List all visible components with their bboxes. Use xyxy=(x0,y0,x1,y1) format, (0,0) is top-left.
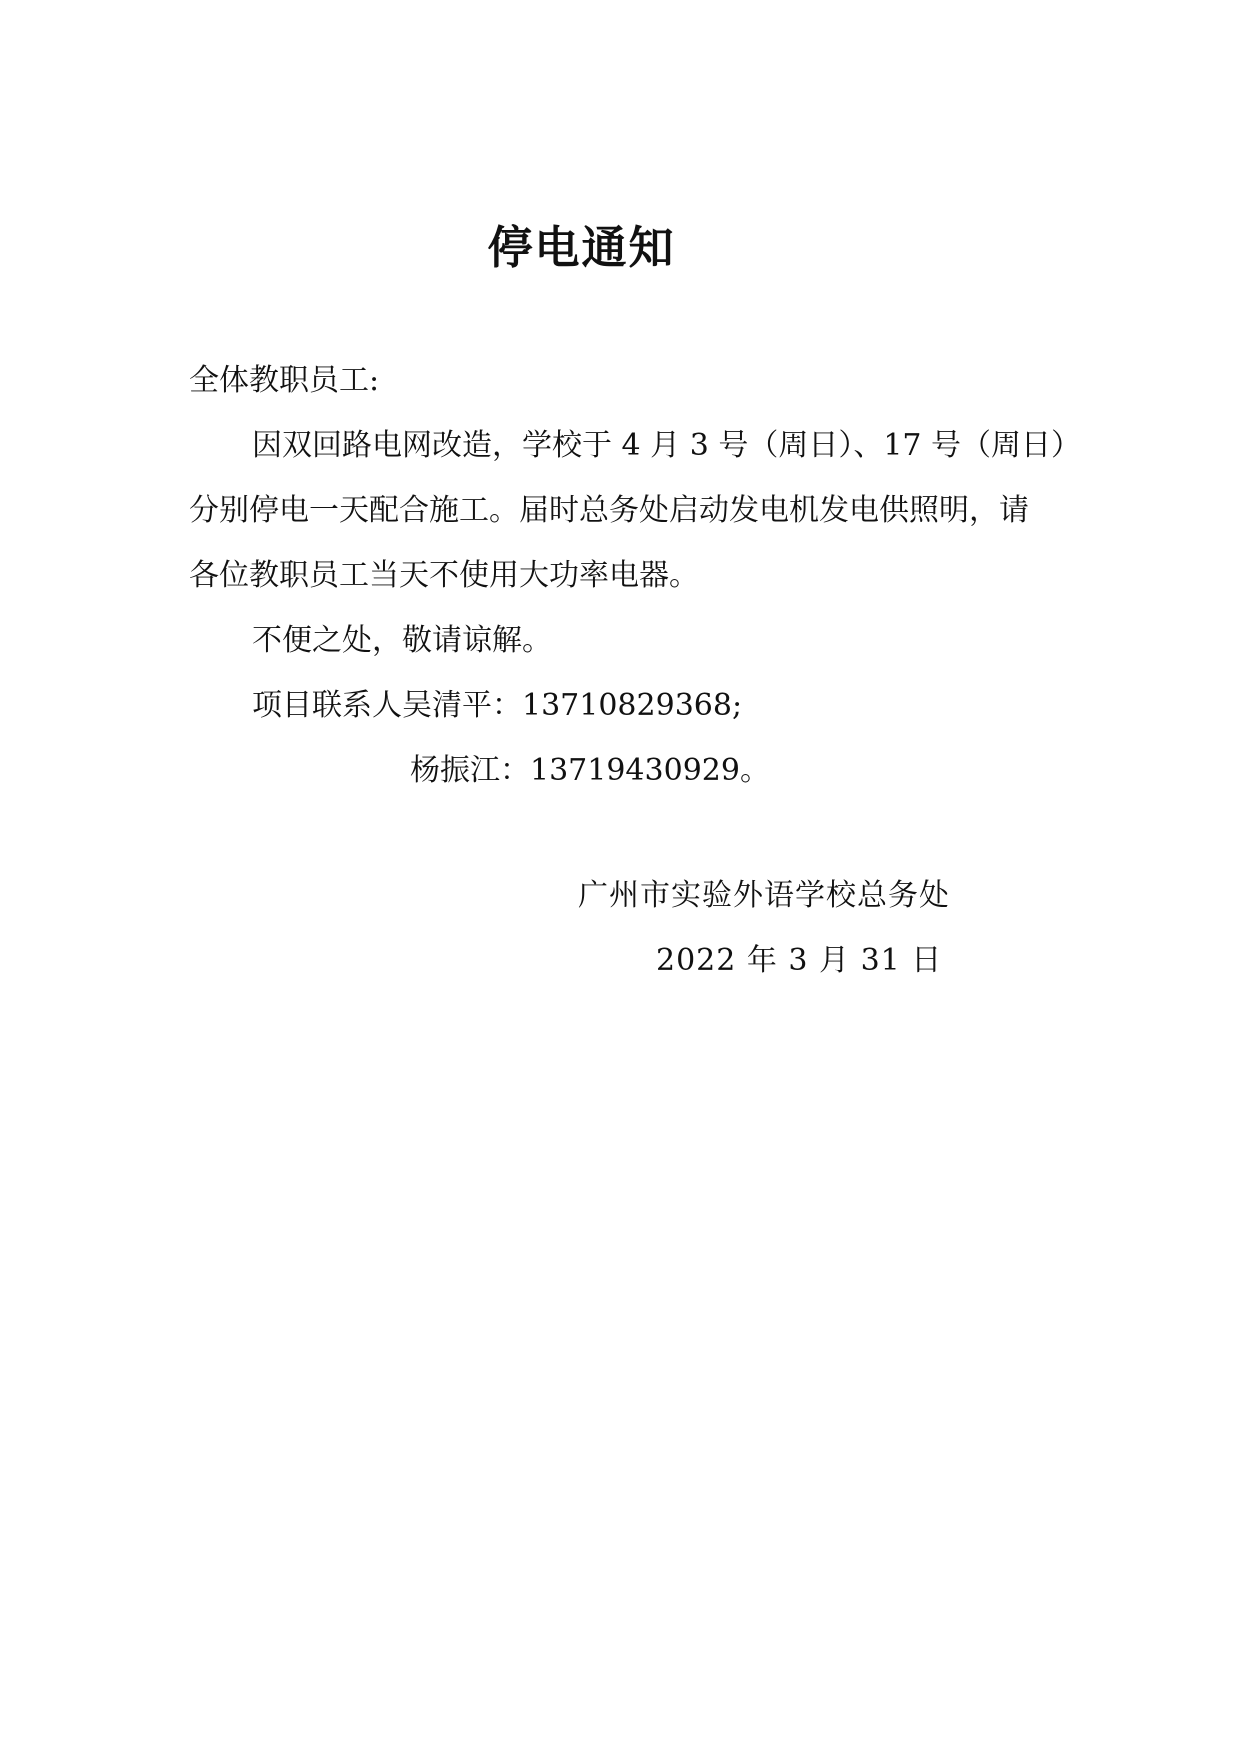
paragraph-line-2: 分别停电一天配合施工。届时总务处启动发电机发电供照明，请 xyxy=(189,493,1029,528)
signature-organization: 广州市实验外语学校总务处 xyxy=(578,878,950,913)
salutation: 全体教职员工: xyxy=(189,363,380,398)
contact-secondary: 杨振江：13719430929。 xyxy=(410,753,770,788)
signature-date: 2022 年 3 月 31 日 xyxy=(656,943,943,978)
paragraph-line-1: 因双回路电网改造，学校于 4 月 3 号（周日）、17 号（周日） xyxy=(252,428,1082,463)
apology-line: 不便之处，敬请谅解。 xyxy=(252,623,552,658)
contact-primary: 项目联系人吴清平：13710829368; xyxy=(252,688,743,723)
notice-title: 停电通知 xyxy=(487,221,676,274)
paragraph-line-3: 各位教职员工当天不使用大功率电器。 xyxy=(189,558,699,593)
